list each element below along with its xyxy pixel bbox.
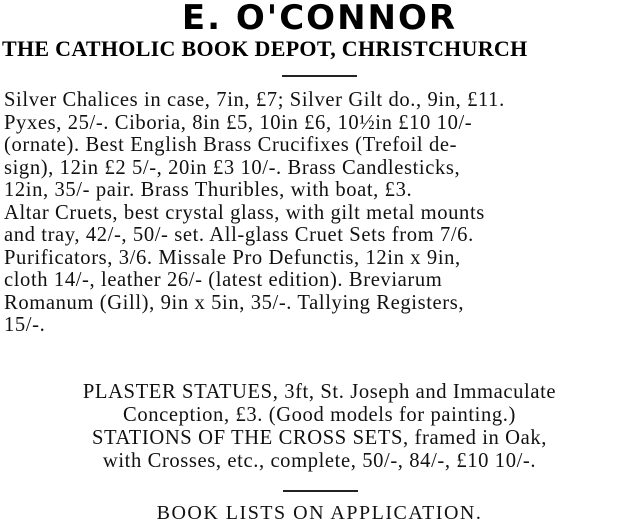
- stations-line-1: STATIONS OF THE CROSS SETS, framed in Oak,: [91, 427, 548, 449]
- price-line: Altar Cruets, best crystal glass, with gilt metal mounts: [4, 201, 485, 224]
- price-line: cloth 14/-, leather 26/- (latest edition). Breviarum: [4, 269, 443, 291]
- depot-heading: THE CATHOLIC BOOK DEPOT, CHRISTCHURCH: [2, 36, 528, 61]
- price-line: (ornate). Best English Brass Crucifixes (Trefoil de-: [4, 134, 458, 156]
- price-line: 12in, 35/- pair. Brass Thuribles, with boat, £3.: [4, 179, 413, 201]
- statues-line-2: Conception, £3. (Good models for painting.): [123, 403, 516, 426]
- price-line: 15/-.: [4, 314, 46, 336]
- business-name: E. O'CONNOR: [181, 0, 458, 38]
- statues-line-1: PLASTER STATUES, 3ft, St. Joseph and Immaculate: [82, 381, 557, 403]
- book-lists-footer: BOOK LISTS ON APPLICATION.: [156, 502, 483, 524]
- price-line: Pyxes, 25/-. Ciboria, 8in £5, 10in £6, 10½in £10 10/-: [4, 111, 473, 134]
- stations-line-2: with Crosses, etc., complete, 50/-, 84/-, £10 10/-.: [102, 449, 537, 472]
- price-line: sign), 12in £2 5/-, 20in £3 10/-. Brass Candlesticks,: [4, 156, 461, 179]
- divider-bottom: [283, 490, 358, 492]
- price-line: Silver Chalices in case, 7in, £7; Silver Gilt do., 9in, £11.: [4, 89, 505, 111]
- divider-top: [282, 75, 357, 77]
- price-line: Romanum (Gill), 9in x 5in, 35/-. Tallying Registers,: [4, 291, 465, 314]
- price-line: and tray, 42/-, 50/- set. All-glass Cruet Sets from 7/6.: [4, 224, 474, 246]
- plaster-statues-notice: [0, 381, 639, 426]
- stations-of-cross-notice: [0, 427, 639, 472]
- price-line: Purificators, 3/6. Missale Pro Defunctis, 12in x 9in,: [4, 246, 461, 269]
- price-list: [4, 89, 636, 337]
